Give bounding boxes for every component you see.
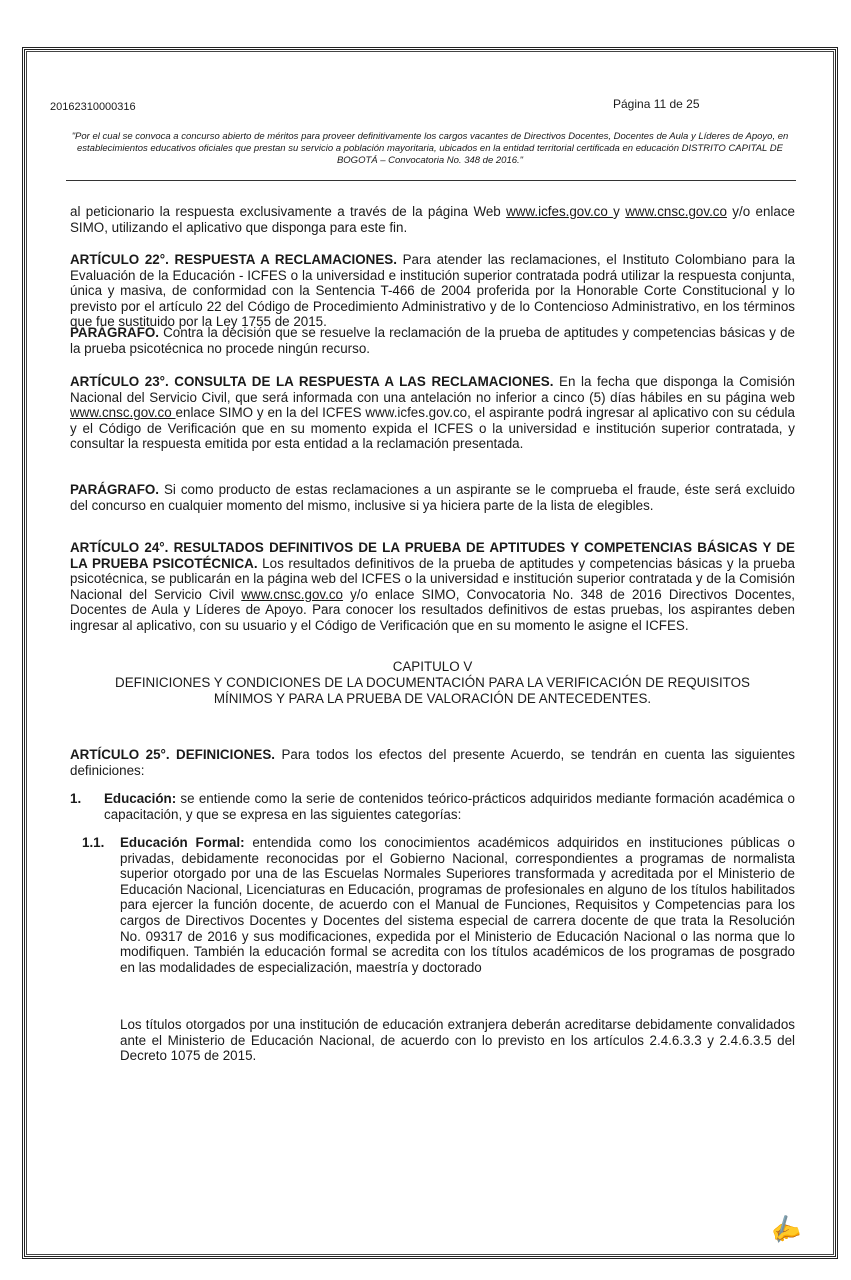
initials-signature-icon: ✍ xyxy=(766,1211,804,1248)
foreign-titles-paragraph: Los títulos otorgados por una institución de educación extranjera deberán acreditarse debidamente convalidados ante el Ministerio de Educación Nacional, de acuerdo con lo previsto en los artículos 2.4.6.3.3 y 2.4.6.3.5 del Decreto 1075 de 2015. xyxy=(120,1017,795,1064)
list-item-1: 1. Educación: se entiende como la serie de contenidos teórico-prácticos adquiridos mediante formación académica o capacitación, y que se expresa en las siguientes categorías: xyxy=(70,791,795,822)
document-number: 20162310000316 xyxy=(50,101,136,113)
chapter-title: DEFINICIONES Y CONDICIONES DE LA DOCUMENTACIÓN PARA LA VERIFICACIÓN DE REQUISITOS MÍNIMOS Y PARA LA PRUEBA DE VALORACIÓN DE ANTECEDENTES. xyxy=(115,675,750,706)
article-23: ARTÍCULO 23°. CONSULTA DE LA RESPUESTA A LAS RECLAMACIONES. En la fecha que disponga la Comisión Nacional del Servicio Civil, que será informada con una antelación no inferior a cinco (5) días hábiles en su página web www.cnsc.gov.co enlace SIMO y en la del ICFES www.icfes.gov.co, el aspirante podrá ingresar al aplicativo con su cédula y el Código de Verificación que en su momento expida el ICFES o la universidad e institución superior contratada, y consultar la respuesta emitida por esta entidad a la reclamación presentada. xyxy=(70,374,795,452)
header-divider xyxy=(66,180,796,181)
article-24: ARTÍCULO 24°. RESULTADOS DEFINITIVOS DE LA PRUEBA DE APTITUDES Y COMPETENCIAS BÁSICAS Y DE LA PRUEBA PSICOTÉCNICA. Los resultados definitivos de la prueba de aptitudes y competencias básicas y la prueba psicotécnica, se publicarán en la página web del ICFES o la universidad e institución superior contratada y de la Comisión Nacional del Servicio Civil www.cnsc.gov.co y/o enlace SIMO, Convocatoria No. 348 de 2016 Directivos Docentes, Docentes de Aula y Líderes de Apoyo. Para conocer los resultados definitivos de estas pruebas, los aspirantes deben ingresar al aplicativo, con su usuario y el Código de Verificación que en su momento le asigne el ICFES. xyxy=(70,540,795,633)
link-icfes[interactable]: www.icfes.gov.co xyxy=(506,204,614,219)
article-24-title: ARTÍCULO 24°. RESULTADOS DEFINITIVOS DE LA PRUEBA DE APTITUDES Y COMPETENCIAS BÁSICAS Y DE LA PRUEBA PSICOTÉCNICA. xyxy=(70,540,795,571)
paragrafo-1: PARÁGRAFO. Contra la decisión que se resuelve la reclamación de la prueba de aptitudes y competencias básicas y de la prueba psicotécnica no procede ningún recurso. xyxy=(70,325,795,356)
link-cnsc[interactable]: www.cnsc.gov.co xyxy=(625,204,727,219)
header-quote: "Por el cual se convoca a concurso abierto de méritos para proveer definitivamente los cargos vacantes de Directivos Docentes, Docentes de Aula y Líderes de Apoyo, en establecimientos educativos oficiales que prestan su servicio a población mayoritaria, ubicados en la entidad territorial certificada en educación DISTRITO CAPITAL DE BOGOTÁ – Convocatoria No. 348 de 2016." xyxy=(71,131,789,166)
article-25-title: ARTÍCULO 25°. DEFINICIONES. xyxy=(70,747,275,762)
list-item-1-1: 1.1. Educación Formal: entendida como los conocimientos académicos adquiridos en instituciones públicas o privadas, debidamente reconocidas por el Gobierno Nacional, correspondientes a programas de normalista superior otorgado por una de las Escuelas Normales Superiores transformada y acreditada por el Ministerio de Educación Nacional, Licenciaturas en Educación, programas de profesionales en alguno de los títulos habilitados para ejercer la función docente, de acuerdo con el Manual de Funciones, Requisitos y Competencias para los cargos de Directivos Docentes y Docentes del sistema especial de carrera docente de que trata la Resolución No. 09317 de 2016 y sus modificaciones, expedida por el Ministerio de Educación Nacional o las norma que lo modifiquen. También la educación formal se acredita con los títulos académicos de los programas de posgrado en las modalidades de especialización, maestría y doctorado xyxy=(82,835,795,975)
article-22: ARTÍCULO 22°. RESPUESTA A RECLAMACIONES. Para atender las reclamaciones, el Instituto Colombiano para la Evaluación de la Educación - ICFES o la universidad e institución superior contratada podrá utilizar la respuesta conjunta, única y masiva, de conformidad con la Sentencia T-466 de 2004 proferida por la Honorable Corte Constitucional y lo previsto por el artículo 22 del Código de Procedimiento Administrativo y de lo Contencioso Administrativo, en los términos que fue sustituido por la Ley 1755 de 2015. xyxy=(70,252,795,330)
page-number: Página 11 de 25 xyxy=(613,97,700,111)
paragraph-continuation: al peticionario la respuesta exclusivamente a través de la página Web www.icfes.gov.co y www.cnsc.gov.co y/o enlace SIMO, utilizando el aplicativo que disponga para este fin. xyxy=(70,204,795,235)
chapter-label: CAPITULO V xyxy=(392,659,473,674)
article-22-title: ARTÍCULO 22°. RESPUESTA A RECLAMACIONES. xyxy=(70,252,397,267)
paragrafo-2: PARÁGRAFO. Si como producto de estas reclamaciones a un aspirante se le comprueba el fraude, éste será excluido del concurso en cualquier momento del mismo, inclusive si ya hiciera parte de la lista de elegibles. xyxy=(70,482,795,513)
article-23-title: ARTÍCULO 23°. CONSULTA DE LA RESPUESTA A LAS RECLAMACIONES. xyxy=(70,374,554,389)
link-cnsc[interactable]: www.cnsc.gov.co xyxy=(70,405,176,421)
link-cnsc[interactable]: www.cnsc.gov.co xyxy=(241,586,343,602)
article-25: ARTÍCULO 25°. DEFINICIONES. Para todos los efectos del presente Acuerdo, se tendrán en cuenta las siguientes definiciones: xyxy=(70,747,796,778)
